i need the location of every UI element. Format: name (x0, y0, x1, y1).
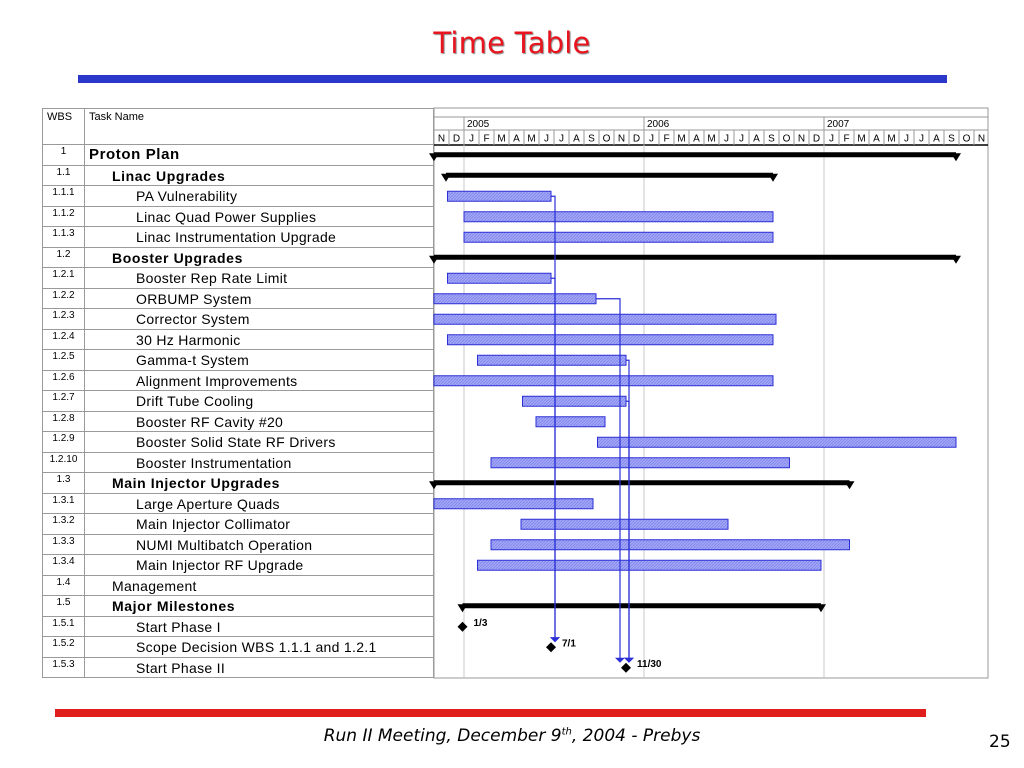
wbs-cell: 1.3.3 (42, 535, 85, 556)
wbs-cell: 1.1.1 (42, 186, 85, 207)
task-name-cell: 30 Hz Harmonic (85, 330, 434, 351)
task-name-cell: Booster Upgrades (85, 248, 434, 269)
month-label: D (632, 133, 641, 145)
wbs-cell: 1.5.3 (42, 658, 85, 679)
month-label: J (649, 133, 654, 145)
month-label: M (707, 133, 716, 145)
task-bar (464, 212, 773, 222)
wbs-cell: 1.2.9 (42, 432, 85, 453)
month-label: N (437, 133, 446, 145)
task-bar (464, 232, 773, 242)
wbs-cell: 1.3 (42, 473, 85, 494)
task-name-cell: Alignment Improvements (85, 371, 434, 392)
month-label: J (559, 133, 564, 145)
milestone-date-label: 1/3 (473, 617, 488, 629)
month-label: F (663, 133, 670, 145)
task-name-cell: ORBUMP System (85, 289, 434, 310)
month-label: A (753, 133, 760, 145)
month-label: A (513, 133, 520, 145)
task-name-cell: Linac Instrumentation Upgrade (85, 227, 434, 248)
month-label: M (677, 133, 686, 145)
wbs-cell: 1.2 (42, 248, 85, 269)
month-label: N (797, 133, 806, 145)
task-bar (478, 355, 627, 365)
month-label: J (724, 133, 729, 145)
month-label: S (948, 133, 955, 145)
month-label: A (873, 133, 880, 145)
slide-number: 25 (989, 732, 1011, 752)
summary-bar (434, 480, 850, 485)
task-bar (434, 499, 593, 509)
wbs-cell: 1.3.2 (42, 514, 85, 535)
month-label: J (469, 133, 474, 145)
wbs-cell: 1.2.10 (42, 453, 85, 474)
summary-bar (434, 152, 956, 157)
wbs-cell: 1.1.3 (42, 227, 85, 248)
task-name-cell: Main Injector Collimator (85, 514, 434, 535)
wbs-cell: 1.5.2 (42, 637, 85, 658)
month-label: D (812, 133, 821, 145)
wbs-cell: 1.4 (42, 576, 85, 597)
wbs-cell: 1.2.3 (42, 309, 85, 330)
month-label: J (904, 133, 909, 145)
month-label: J (919, 133, 924, 145)
task-name-column-header: Task Name (84, 108, 434, 145)
task-name-cell: PA Vulnerability (85, 186, 434, 207)
wbs-cell: 1.2.4 (42, 330, 85, 351)
task-bar (434, 314, 776, 324)
summary-bar (446, 173, 773, 178)
wbs-cell: 1.5 (42, 596, 85, 617)
task-bar (491, 540, 850, 550)
wbs-cell: 1.2.8 (42, 412, 85, 433)
month-label: J (544, 133, 549, 145)
month-label: A (933, 133, 940, 145)
wbs-cell: 1.2.6 (42, 371, 85, 392)
month-label: S (588, 133, 595, 145)
month-label: F (843, 133, 850, 145)
wbs-cell: 1.2.2 (42, 289, 85, 310)
month-label: F (483, 133, 490, 145)
slide-title: Time Table (433, 26, 591, 60)
month-label: M (527, 133, 536, 145)
month-label: N (977, 133, 986, 145)
task-name-cell: Main Injector RF Upgrade (85, 555, 434, 576)
task-name-cell: Management (85, 576, 434, 597)
footer-suffix: , 2004 - Prebys (571, 726, 701, 746)
footer-prefix: Run II Meeting, December 9 (323, 726, 562, 746)
month-label: O (782, 133, 791, 145)
wbs-cell: 1.3.4 (42, 555, 85, 576)
wbs-cell: 1.2.5 (42, 350, 85, 371)
month-label: S (768, 133, 775, 145)
task-name-cell: Scope Decision WBS 1.1.1 and 1.2.1 (85, 637, 434, 658)
task-name-cell: Major Milestones (85, 596, 434, 617)
task-name-cell: NUMI Multibatch Operation (85, 535, 434, 556)
task-bar (536, 417, 605, 427)
month-label: M (857, 133, 866, 145)
task-name-cell: Booster RF Cavity #20 (85, 412, 434, 433)
task-name-cell: Booster Rep Rate Limit (85, 268, 434, 289)
wbs-cell: 1.1 (42, 166, 85, 187)
year-label: 2005 (467, 119, 490, 130)
month-label: N (617, 133, 626, 145)
task-bar (521, 519, 728, 529)
month-label: A (693, 133, 700, 145)
task-name-cell: Corrector System (85, 309, 434, 330)
task-name-cell: Proton Plan (85, 145, 434, 166)
task-name-cell: Large Aperture Quads (85, 494, 434, 515)
month-label: O (602, 133, 611, 145)
task-bar (523, 396, 627, 406)
wbs-column-header: WBS (42, 108, 85, 145)
month-label: M (887, 133, 896, 145)
milestone-date-label: 11/30 (637, 658, 662, 670)
month-label: A (573, 133, 580, 145)
wbs-cell: 1.2.7 (42, 391, 85, 412)
task-name-cell: Start Phase I (85, 617, 434, 638)
task-bar (491, 458, 790, 468)
task-bar (448, 335, 774, 345)
task-name-cell: Main Injector Upgrades (85, 473, 434, 494)
task-bar (448, 273, 552, 283)
wbs-cell: 1.5.1 (42, 617, 85, 638)
task-name-cell: Booster Solid State RF Drivers (85, 432, 434, 453)
task-name-cell: Gamma-t System (85, 350, 434, 371)
task-name-cell: Linac Upgrades (85, 166, 434, 187)
task-bar (598, 437, 957, 447)
month-label: J (829, 133, 834, 145)
task-bar (478, 560, 822, 570)
footer-superscript: th (561, 726, 572, 738)
year-label: 2007 (827, 119, 850, 130)
summary-bar (463, 603, 822, 608)
task-name-cell: Booster Instrumentation (85, 453, 434, 474)
task-bar (434, 294, 596, 304)
month-label: D (452, 133, 461, 145)
task-name-cell: Start Phase II (85, 658, 434, 679)
footer-text (0, 726, 1024, 746)
task-name-cell: Drift Tube Cooling (85, 391, 434, 412)
month-label: M (497, 133, 506, 145)
task-bar (448, 191, 552, 201)
wbs-cell: 1.2.1 (42, 268, 85, 289)
year-label: 2006 (647, 119, 670, 130)
milestone-date-label: 7/1 (562, 638, 576, 650)
wbs-cell: 1.1.2 (42, 207, 85, 228)
month-label: O (962, 133, 971, 145)
footer-divider (55, 709, 926, 717)
task-bar (434, 376, 773, 386)
wbs-cell: 1 (42, 145, 85, 166)
wbs-cell: 1.3.1 (42, 494, 85, 515)
task-name-cell: Linac Quad Power Supplies (85, 207, 434, 228)
summary-bar (434, 255, 956, 260)
month-label: J (739, 133, 744, 145)
